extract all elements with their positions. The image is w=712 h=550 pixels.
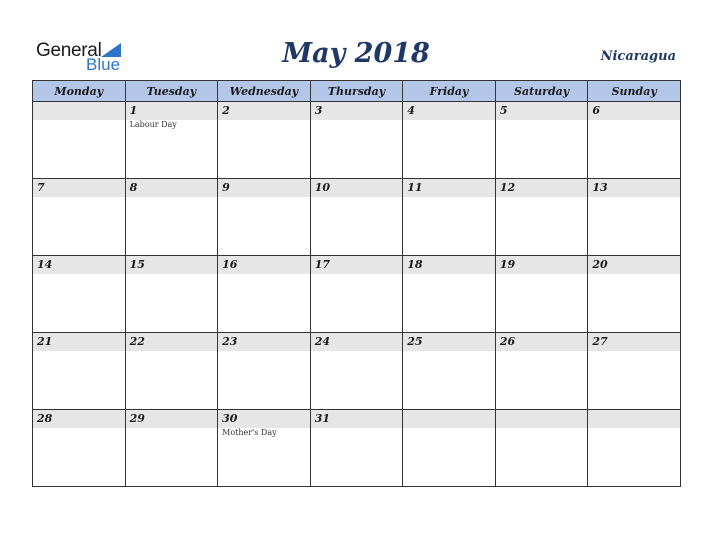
- day-number-bar: [218, 102, 310, 120]
- day-number-bar: [588, 102, 680, 120]
- day-cell-content: [33, 102, 125, 178]
- day-cell: [310, 410, 403, 487]
- day-cell: [495, 256, 588, 333]
- day-cell: [403, 333, 496, 410]
- day-number-bar: [33, 179, 125, 197]
- empty-day-cell: [495, 410, 588, 487]
- day-number-bar: [403, 102, 495, 120]
- week-row: [33, 410, 681, 487]
- day-cell-content: [496, 410, 588, 486]
- day-number: 20: [592, 258, 608, 271]
- day-cell: [125, 179, 218, 256]
- day-cell-content: [33, 256, 125, 332]
- day-number: 2: [222, 104, 230, 117]
- day-number: 1: [129, 104, 138, 117]
- month-calendar-grid: [32, 80, 681, 487]
- day-number: 28: [37, 412, 53, 425]
- day-cell: [588, 102, 681, 179]
- day-cell: [495, 102, 588, 179]
- day-cell: [218, 179, 311, 256]
- day-number: 15: [129, 258, 145, 271]
- day-cell: [588, 256, 681, 333]
- day-cell: [33, 410, 126, 487]
- day-cell-content: [218, 410, 310, 486]
- day-number: 17: [314, 258, 330, 271]
- day-cell: [495, 179, 588, 256]
- day-cell-content: [496, 333, 588, 409]
- day-cell: [310, 256, 403, 333]
- calendar-body: [33, 102, 681, 487]
- day-number: 25: [407, 335, 423, 348]
- day-cell: [588, 179, 681, 256]
- weekday-header-sunday: Sunday: [588, 81, 681, 102]
- day-cell-content: [218, 102, 310, 178]
- day-cell: [403, 102, 496, 179]
- day-cell: [310, 102, 403, 179]
- day-cell: [33, 333, 126, 410]
- day-cell-content: [588, 333, 680, 409]
- day-cell: [310, 179, 403, 256]
- day-number-bar: [588, 410, 680, 428]
- day-number: 9: [222, 181, 230, 194]
- day-number-bar: [33, 102, 125, 120]
- day-number: 3: [314, 104, 323, 117]
- day-cell: [125, 256, 218, 333]
- day-cell: [33, 256, 126, 333]
- week-row: [33, 102, 681, 179]
- empty-day-cell: [588, 410, 681, 487]
- day-number: 12: [499, 181, 516, 194]
- day-cell-content: [311, 333, 403, 409]
- day-cell: [33, 179, 126, 256]
- day-cell: [403, 179, 496, 256]
- day-number: 27: [592, 335, 608, 348]
- logo-text-general: General: [36, 40, 102, 61]
- day-cell: [218, 333, 311, 410]
- weekday-header-wednesday: Wednesday: [218, 81, 311, 102]
- day-number: 22: [129, 335, 145, 348]
- day-cell-content: [496, 179, 588, 255]
- empty-day-cell: [33, 102, 126, 179]
- generalblue-logo: [36, 40, 136, 74]
- day-cell-content: [218, 179, 310, 255]
- day-number-bar: [311, 102, 403, 120]
- day-number: 16: [222, 258, 238, 271]
- day-cell-content: [496, 256, 588, 332]
- day-cell-content: [126, 333, 218, 409]
- day-number: 30: [222, 412, 238, 425]
- day-cell-content: [588, 102, 680, 178]
- day-cell: [588, 333, 681, 410]
- day-number: 7: [37, 181, 45, 194]
- day-number: 14: [37, 258, 53, 271]
- day-number: 5: [499, 104, 508, 117]
- day-cell-content: [311, 256, 403, 332]
- weekday-header-monday: Monday: [33, 81, 126, 102]
- day-number: 13: [592, 181, 608, 194]
- day-cell: [310, 333, 403, 410]
- day-number: 18: [407, 258, 423, 271]
- day-cell-content: [588, 256, 680, 332]
- day-number: 31: [314, 412, 330, 425]
- day-cell: [218, 256, 311, 333]
- weekday-header-tuesday: Tuesday: [125, 81, 218, 102]
- day-number: 26: [499, 335, 516, 348]
- day-cell: [125, 410, 218, 487]
- week-row: [33, 256, 681, 333]
- day-cell-content: [588, 179, 680, 255]
- day-number-bar: [403, 410, 495, 428]
- day-number: 4: [407, 104, 415, 117]
- day-cell-content: [218, 333, 310, 409]
- day-cell: [218, 102, 311, 179]
- day-cell-content: [126, 179, 218, 255]
- day-cell-content: [33, 333, 125, 409]
- day-number: 8: [129, 181, 138, 194]
- day-cell: [218, 410, 311, 487]
- day-cell-content: [403, 256, 495, 332]
- day-cell-content: [126, 102, 218, 178]
- empty-day-cell: [403, 410, 496, 487]
- day-cell-content: [403, 102, 495, 178]
- day-number: 6: [592, 104, 601, 117]
- day-cell-content: [311, 102, 403, 178]
- day-cell-content: [311, 179, 403, 255]
- day-cell-content: [588, 410, 680, 486]
- week-row: [33, 179, 681, 256]
- weekday-header-friday: Friday: [403, 81, 496, 102]
- day-number-bar: [126, 102, 218, 120]
- day-cell-content: [403, 179, 495, 255]
- weekday-header-saturday: Saturday: [495, 81, 588, 102]
- day-cell-content: [218, 256, 310, 332]
- day-cell-content: [33, 179, 125, 255]
- day-number: 10: [314, 181, 330, 194]
- day-cell-content: [33, 410, 125, 486]
- day-number: 23: [222, 335, 238, 348]
- calendar-title: May 2018: [282, 38, 430, 69]
- holiday-label: Mother's Day: [222, 428, 277, 437]
- day-number-bar: [218, 179, 310, 197]
- country-label: Nicaragua: [600, 49, 676, 64]
- weekday-header-row: [33, 81, 681, 102]
- day-number: 19: [499, 258, 516, 271]
- day-cell-content: [403, 333, 495, 409]
- day-number: 21: [37, 335, 53, 348]
- day-cell: [125, 333, 218, 410]
- day-number: 29: [129, 412, 145, 425]
- day-number: 11: [407, 181, 423, 194]
- day-number-bar: [496, 410, 588, 428]
- day-cell-content: [126, 410, 218, 486]
- day-cell: [403, 256, 496, 333]
- day-cell: [125, 102, 218, 179]
- day-cell-content: [311, 410, 403, 486]
- weekday-header-thursday: Thursday: [310, 81, 403, 102]
- day-number-bar: [126, 179, 218, 197]
- day-cell-content: [126, 256, 218, 332]
- logo-text-blue: Blue: [86, 55, 121, 74]
- day-cell: [495, 333, 588, 410]
- day-cell-content: [496, 102, 588, 178]
- holiday-label: Labour Day: [129, 120, 177, 129]
- day-number-bar: [496, 102, 588, 120]
- day-cell-content: [403, 410, 495, 486]
- week-row: [33, 333, 681, 410]
- day-number: 24: [314, 335, 330, 348]
